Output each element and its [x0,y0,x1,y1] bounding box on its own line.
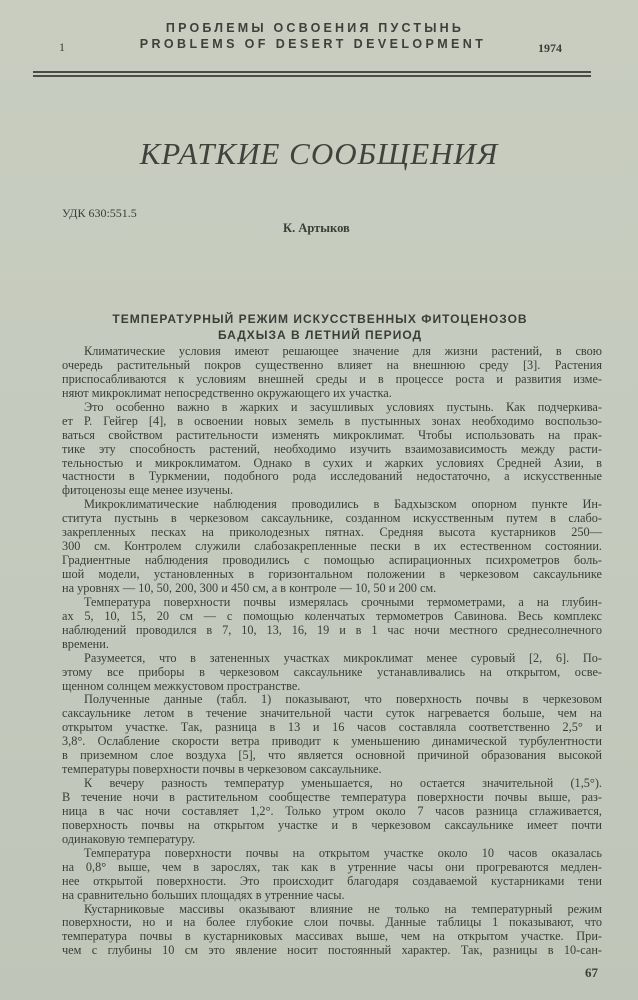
text-line: Климатические условия имеют решающее значение для жизни растений, в свою [84,344,602,358]
text-line: щенном солнцем межкустовом пространстве. [62,678,301,693]
text-line: на 0,8° выше, чем в зарослях, так как в утренние часы они прогреваются медлен- [62,859,602,874]
udk-code: УДК 630:551.5 [62,206,137,220]
text-line: этому все приборы в черкезовом саксаульнике устанавливались на открытом, осве- [62,664,602,679]
paragraph [62,401,602,499]
text-line: ваться свойством растительности изменять микроклимат. Чтобы использовать на прак- [62,427,602,442]
section-heading: КРАТКИЕ СООБЩЕНИЯ [139,136,499,171]
text-line: Температура поверхности почвы измерялась срочными термометрами, а на глубин- [84,594,602,609]
text-line: тике эту способность растений, необходимо изучить взаимозависимость между расти- [62,441,602,456]
text-line: открытом участке. Так, разница в 13 и 16 часов составляла соответственно 2,5° и [62,720,602,735]
article-body [62,345,602,958]
header-rule [33,71,591,73]
text-line: шой модели, установленных в горизонтальном положении в черкезовом саксаульнике [62,567,602,581]
text-line: очередь растительный покров существенно влияет на внешнюю среду [3]. Растения [62,357,602,372]
text-line: 300 см. Контролем служили слабозакрепленные пески в их естественном состоянии. [62,539,602,554]
text-line: ах 5, 10, 15, 20 см — с помощью коленчатых термометров Савинова. Весь комплекс [62,608,602,623]
paragraph [62,693,602,777]
text-line: времени. [62,636,109,651]
text-line: ет Р. Гейгер [4], в освоении новых земель в пустынных зонах необходимо воспользо- [62,413,602,428]
paragraph [62,847,602,903]
paragraph [62,498,602,596]
text-line: одинаковую температуру. [62,831,196,846]
author: К. Артыков [283,221,350,235]
text-line: 3,8°. Ослабление скорости ветра приводит к уменьшению динамической турбулентности [62,734,602,749]
journal-title-russian: ПРОБЛЕМЫ ОСВОЕНИЯ ПУСТЫНЬ [165,21,465,35]
text-line: Градиентные наблюдения проводились с помощью аспирационных психрометров боль- [62,553,602,568]
text-line: тельностью и микроклиматом. Однако в сухих и жарких условиях Средней Азии, в [62,455,602,470]
text-line: закрепленных песках на приколодезных пятнах. Средняя высота кустарников 250— [62,525,602,540]
text-line: Это особенно важно в жарких и засушливых условиях пустынь. Как подчеркива- [84,399,602,414]
text-line: Микроклиматические наблюдения проводились в Бадхызском опорном пункте Ин- [84,497,602,512]
year: 1974 [538,41,562,55]
paragraph [62,596,602,652]
paragraph [62,903,602,959]
text-line: В течение ночи в растительном сообществе температура поверхности почвы выше, раз- [62,790,602,804]
paragraph [62,777,602,847]
text-line: на сравнительно больших площадях в утренние часы. [62,887,345,902]
text-line: нее открытой поверхности. Это происходит благодаря создаваемой кустарниками тени [62,873,602,888]
text-line: К вечеру разность температур уменьшается, но остается значительной (1,5°). [84,776,602,791]
article-title-line: БАДХЫЗА В ЛЕТНИЙ ПЕРИОД [217,328,423,342]
text-line: Полученные данные (табл. 1) показывают, что поверхность почвы в черкезовом [84,692,602,707]
text-line: поверхность почвы на открытом участке и в черкезовом саксаульнике имеет почти [62,817,602,832]
text-line: няют микроклимат непосредственно окружающего их участка. [62,385,392,400]
journal-title-english: PROBLEMS OF DESERT DEVELOPMENT [139,37,487,51]
text-line: Кустарниковые массивы оказывают влияние не только на температурный режим [84,901,602,916]
text-line: фитоценозы еще менее изучены. [62,483,234,498]
text-line: частности в Туркмении, подобного рода исследований недостаточно, а искусственные [62,469,602,484]
issue-number: 1 [59,40,65,54]
article-title-line: ТЕМПЕРАТУРНЫЙ РЕЖИМ ИСКУССТВЕННЫХ ФИТОЦЕНОЗОВ [112,312,528,326]
paragraph [62,652,602,694]
text-line: ница в час ночи составляет 1,2°. Только утром около 7 часов разница сглаживается, [62,803,602,818]
header-rule [33,75,591,77]
text-line: приспосабливаются к условиям внешней среды и в процессе роста и развития изме- [62,371,602,386]
text-line: наблюдений проводился в 7, 10, 13, 16, 19 и в 1 час ночи местного среднесолнечного [62,622,602,637]
text-line: на уровнях — 10, 50, 200, 300 и 450 см, а в контроле — 10, 50 и 200 см. [62,580,437,595]
text-line: температуры поверхности почвы в черкезовом саксаульнике. [62,762,382,777]
paragraph [62,345,602,401]
text-line: поверхности, но и на более глубокие слои почвы. Данные таблицы 1 показывают, что [62,915,602,930]
text-line: чем с глубины 10 см это явление носит постоянный характер. Так, разницы в 10-сан- [62,943,602,958]
text-line: температура почвы в кустарниковых массивах выше, чем на открытом участке. При- [62,929,602,944]
page-number: 67 [585,965,598,980]
text-line: Разумеется, что в затененных участках микроклимат менее суровый [2, 6]. По- [84,650,602,665]
text-line: ститута пустынь в черкезовом саксаульнике, созданном искусственным путем в слабо- [62,511,602,526]
text-line: саксаульнике летом в течение значительной части суток нагревается больше, чем на [62,706,602,721]
text-line: Температура поверхности почвы на открытом участке около 10 часов оказалась [84,845,602,860]
text-line: в приземном слое воздуха [5], что является основной причиной образования высокой [62,748,602,763]
